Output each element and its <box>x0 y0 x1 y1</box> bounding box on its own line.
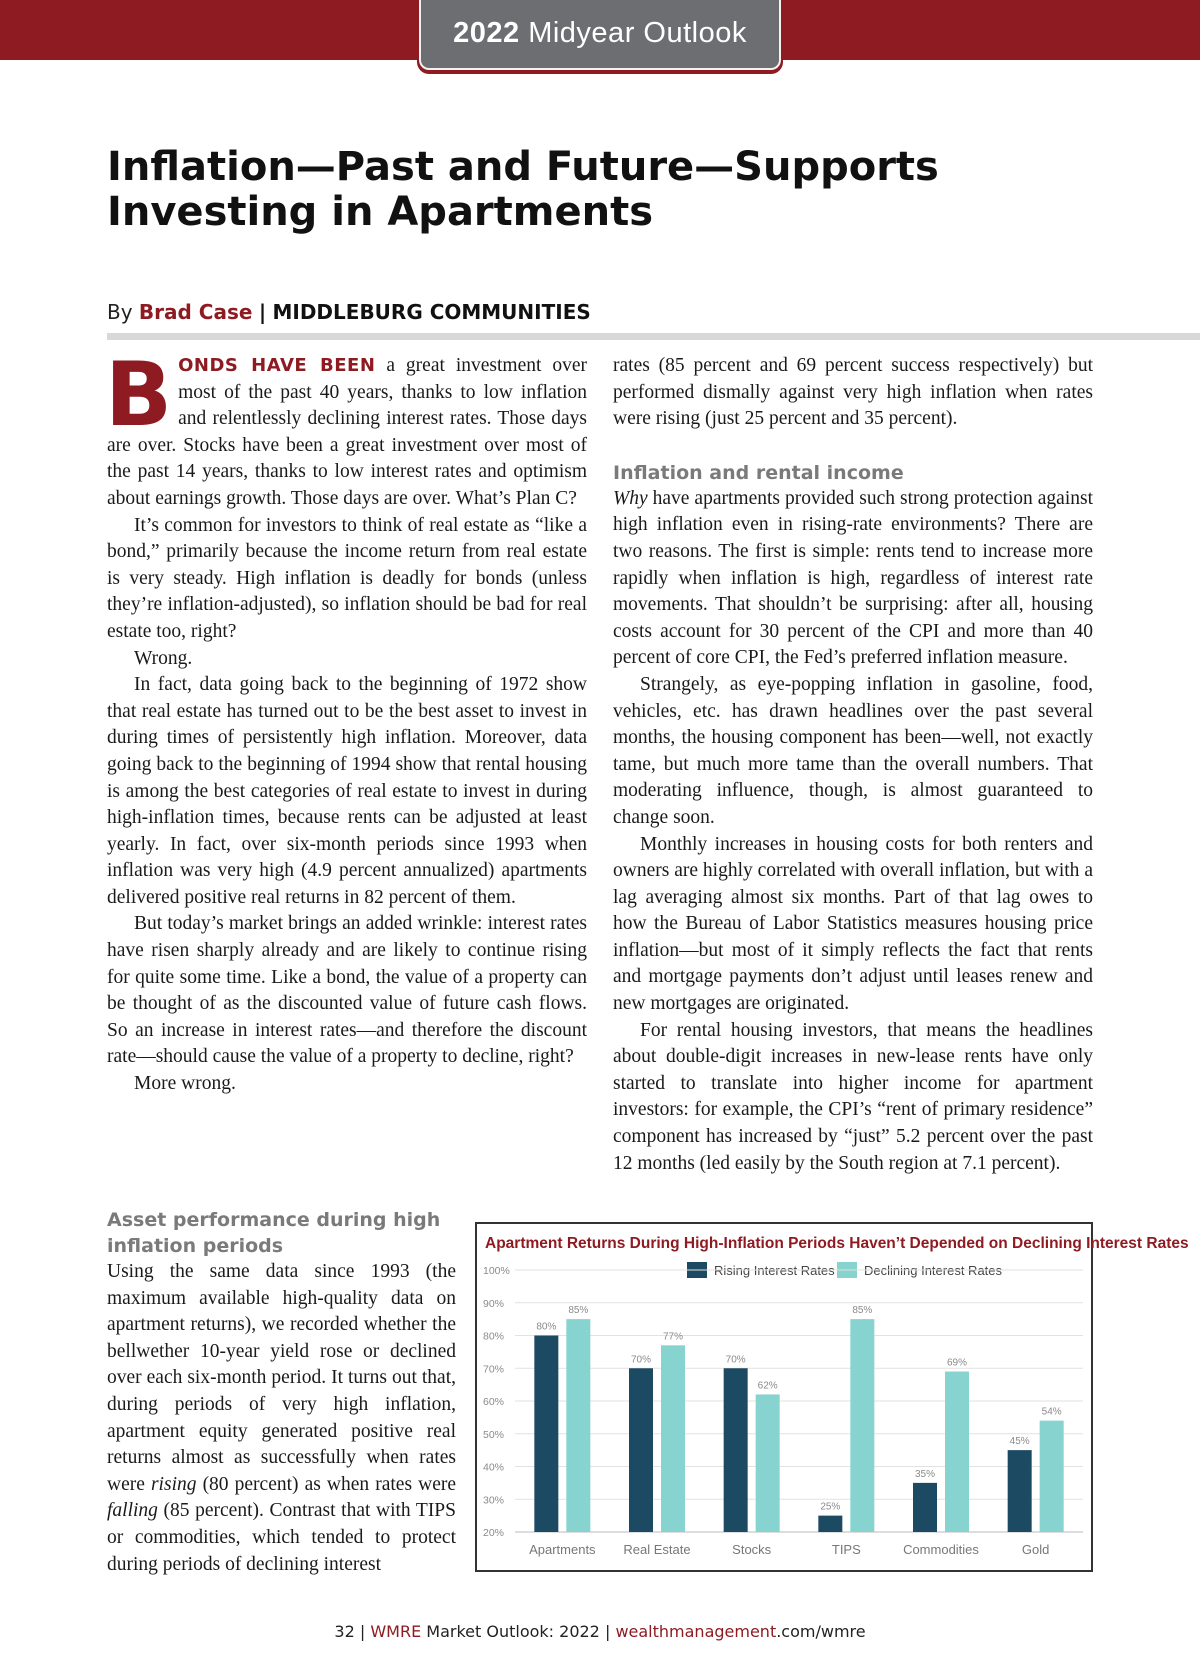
publication-name: Market Outlook: 2022 <box>426 1622 600 1641</box>
byline-separator: | <box>258 300 267 324</box>
paragraph <box>107 1259 456 1578</box>
bar-value-label: 77% <box>662 1331 684 1343</box>
x-tick-label: Gold <box>1021 1542 1050 1557</box>
bar-1 <box>566 1319 590 1532</box>
x-tick-label: Commodities <box>903 1542 979 1557</box>
paragraph-text: have apartments provided such strong protection against high inflation even in rising-rate environments? There are two reasons. The first is simple: rents tend to increase more rapidly when inflation is high, regardless of interest rate movements. That shouldn’t be surprising: after all, housing costs account for 30 percent of the CPI and more than 40 percent of core CPI, the Fed’s preferred inflation measure. <box>613 487 1093 669</box>
x-tick-label: Apartments <box>529 1542 596 1557</box>
footer-url <box>615 1622 865 1641</box>
bar-chart <box>477 1224 1189 1570</box>
paragraph: It’s common for investors to think of real estate as “like a bond,” primarily because the income return from real estate is very steady. High inflation is deadly for bonds (unless they’re inflation-adjusted), so inflation should be bad for real estate too, right? <box>107 514 587 642</box>
paragraph: rates (85 percent and 69 percent success respectively) but performed dismally against very high inflation when rates were rising (just 25 percent and 35 percent). <box>613 355 1093 430</box>
y-tick-label: 40% <box>483 1461 505 1474</box>
y-tick-label: 30% <box>483 1494 505 1507</box>
header-tab <box>419 0 781 70</box>
y-tick-label: 60% <box>483 1396 505 1408</box>
paragraph: Monthly increases in housing costs for both renters and owners are highly correlated with overall inflation, but with a lag averaging almost six months. Part of that lag owes to how the Bureau of Labor Statistics measures housing price inflation—but most of it simply reflects the fact that rents and mortgage payments don’t adjust until leases renew and new mortgages are originated. <box>613 833 1093 1015</box>
drop-cap: B <box>105 343 173 446</box>
paragraph-text: (80 percent) as when rates were <box>196 1473 456 1495</box>
bar-value-label: 35% <box>914 1468 936 1480</box>
bar-0 <box>534 1336 558 1533</box>
bar-value-label: 70% <box>630 1354 652 1366</box>
emphasis: rising <box>150 1473 197 1495</box>
bar-value-label: 85% <box>568 1305 589 1317</box>
bar-0 <box>629 1368 653 1532</box>
chart-container <box>475 1222 1189 1572</box>
x-tick-label: TIPS <box>831 1542 861 1557</box>
bar-value-label: 54% <box>1041 1406 1062 1418</box>
url-rest: .com/wmre <box>776 1622 866 1641</box>
byline-organization: MIDDLEBURG COMMUNITIES <box>272 300 591 324</box>
tab-label: Midyear Outlook <box>528 17 747 49</box>
paragraph <box>613 486 1093 672</box>
bar-1 <box>945 1372 969 1532</box>
bar-value-label: 70% <box>725 1354 746 1366</box>
paragraph: More wrong. <box>134 1073 236 1095</box>
footer-separator: | <box>359 1622 366 1641</box>
bar-1 <box>850 1319 874 1532</box>
url-brand: wealthmanagement <box>615 1622 777 1641</box>
paragraph: Strangely, as eye-popping inflation in gasoline, food, vehicles, etc. has drawn headlines over the past several months, the housing component has been—well, not exactly tame, but much more tame than the overall numbers. That moderating influence, though, is almost guaranteed to change soon. <box>613 673 1093 828</box>
y-tick-label: 70% <box>483 1363 505 1376</box>
tab-year: 2022 <box>453 17 520 49</box>
publication-brand: WMRE <box>370 1622 422 1641</box>
column-left-lower <box>107 1207 456 1578</box>
bar-0 <box>724 1368 748 1532</box>
y-tick-label: 20% <box>483 1527 505 1539</box>
paragraph: Wrong. <box>134 647 193 669</box>
subhead-inflation-rental: Inflation and rental income <box>613 461 904 484</box>
y-tick-label: 50% <box>483 1428 505 1441</box>
bar-1 <box>1040 1421 1064 1532</box>
emphasis: Why <box>613 487 648 509</box>
y-tick-label: 80% <box>483 1330 505 1343</box>
page-number: 32 <box>334 1622 355 1641</box>
byline-by: By <box>107 300 133 324</box>
x-tick-label: Real Estate <box>623 1542 691 1557</box>
column-right <box>613 353 1093 1177</box>
byline-rule <box>107 333 1200 340</box>
footer-separator: | <box>604 1622 611 1641</box>
bar-0 <box>913 1483 937 1532</box>
paragraph: In fact, data going back to the beginning of 1972 show that real estate has turned out to be the best asset to invest in during times of persistently high inflation. Moreover, data going back to the beginning of 1994 show that rental housing is among the best categories of real estate to invest in during high-inflation times, because rents can be adjusted at least yearly. In fact, over six-month periods since 1993 when inflation was very high (4.9 percent annualized) apartments delivered positive real returns in 82 percent of them. <box>107 674 587 908</box>
column-left-upper <box>105 343 587 1098</box>
chart-title: Apartment Returns During High-Inflation Periods Haven’t Depended on Declining Interest Rates <box>485 1235 1189 1252</box>
bar-value-label: 62% <box>757 1380 778 1392</box>
y-tick-label: 90% <box>483 1297 505 1310</box>
byline-author: Brad Case <box>138 300 253 324</box>
bar-value-label: 25% <box>820 1501 841 1513</box>
paragraph <box>105 343 587 513</box>
paragraph-text: (85 percent). Contrast that with TIPS or commodities, which tended to protect during periods of declining interest <box>107 1500 456 1575</box>
paragraph: But today’s market brings an added wrinkle: interest rates have risen sharply already and are likely to continue rising for quite some time. Like a bond, the value of a property can be thought of as the discounted value of future cash flows. So an increase in interest rates—and therefore the discount rate—should cause the value of a property to decline, right? <box>107 913 587 1068</box>
bar-1 <box>661 1345 685 1532</box>
page-footer <box>0 1622 1200 1641</box>
bar-value-label: 45% <box>1009 1436 1030 1448</box>
y-tick-label: 100% <box>483 1265 510 1277</box>
emphasis: falling <box>107 1500 158 1522</box>
bar-value-label: 69% <box>946 1357 968 1369</box>
bar-0 <box>818 1516 842 1532</box>
bar-0 <box>1008 1450 1032 1532</box>
paragraph: For rental housing investors, that means the headlines about double-digit increases in new-lease rents have only started to translate into higher income for apartment investors: for example, the CPI’s “rent of primary residence” component has increased by “just” 5.2 percent over the past 12 months (led easily by the South region at 7.1 percent). <box>613 1019 1093 1174</box>
byline <box>107 300 591 324</box>
bar-value-label: 80% <box>536 1321 557 1333</box>
subhead-asset-performance: Asset performance during high inflation periods <box>107 1209 441 1257</box>
bar-1 <box>756 1394 780 1532</box>
paragraph-text: Using the same data since 1993 (the maximum available high-quality data on apartment returns), we recorded whether the bellwether 10-year yield rose or declined over each six-month period. It turns out that, during periods of very high inflation, apartment equity generated positive real returns almost as successfully when rates were <box>107 1261 456 1495</box>
bar-value-label: 85% <box>852 1305 873 1317</box>
x-tick-label: Stocks <box>732 1542 772 1557</box>
legend-label-0: Rising Interest Rates <box>714 1263 835 1278</box>
lead-in: ONDS HAVE BEEN <box>178 355 376 376</box>
legend-label-1: Declining Interest Rates <box>864 1263 1003 1278</box>
paragraph-text: a great investment over most of the past 40 years, thanks to low inflation and relentlessly declining interest rates. Those days are over. Stocks have been a great investment over most of the past 14 years, thanks to low interest rates and optimism about earnings growth. Those days are over. What’s Plan C? <box>107 355 587 509</box>
article-title: Inflation—Past and Future—Supports Investing in Apartments <box>107 144 939 235</box>
